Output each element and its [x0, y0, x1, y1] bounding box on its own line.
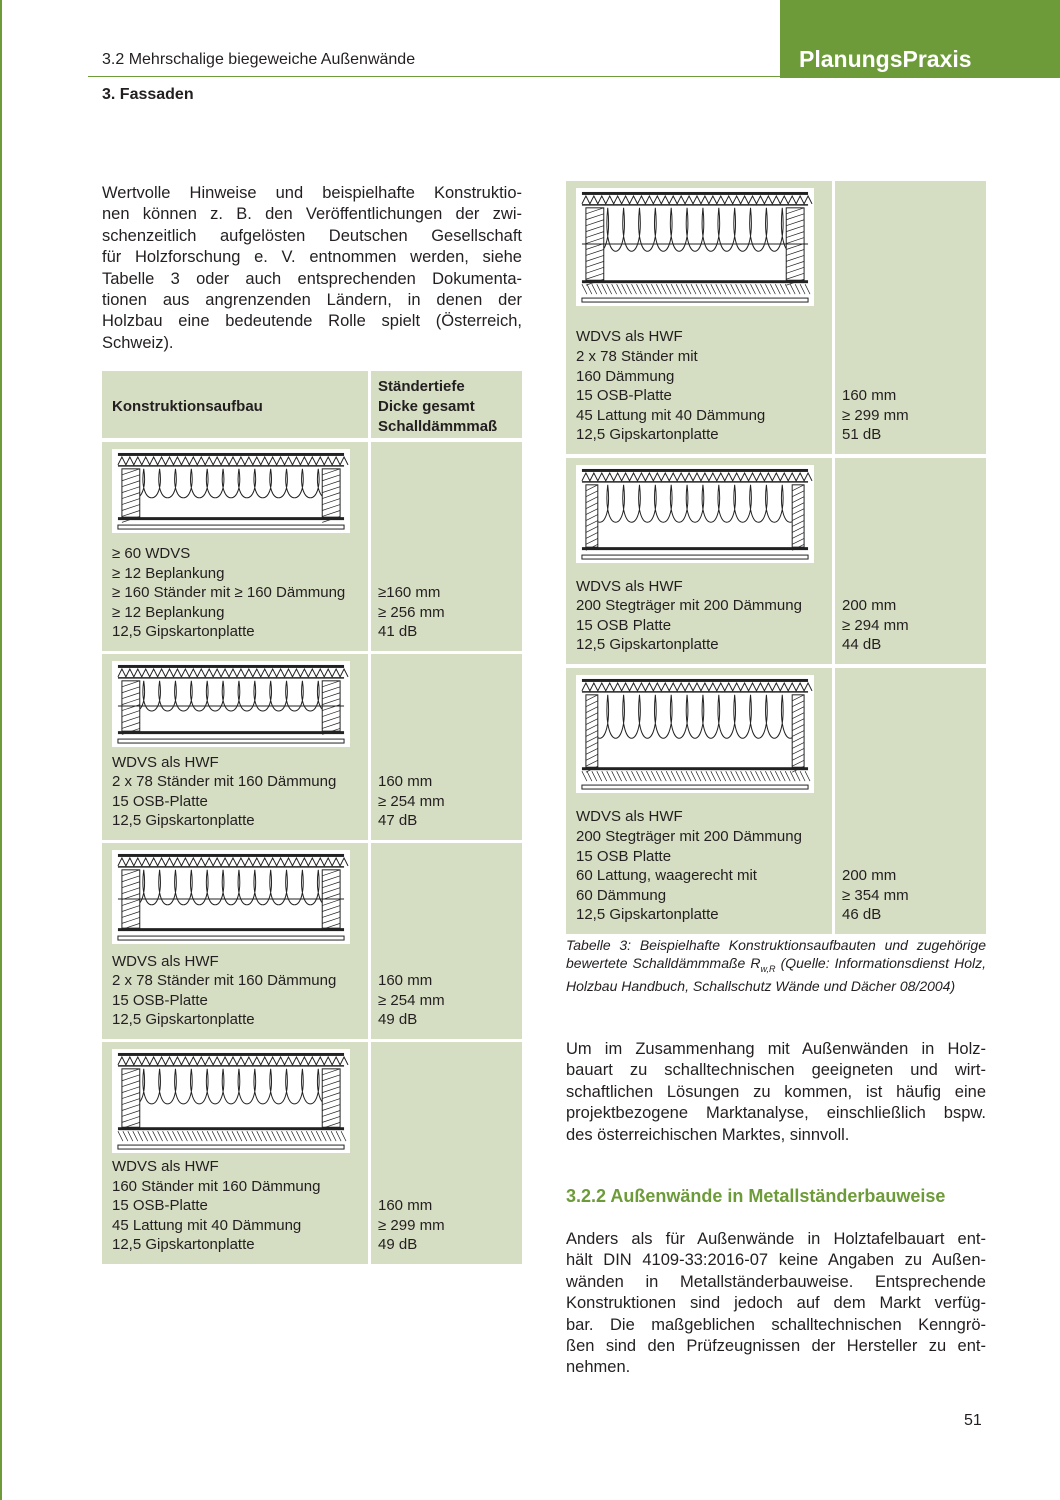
table-header-col1 [102, 371, 368, 438]
text-line: schenzeitlich aufgelösten Deutschen Gesellschaft [102, 226, 522, 245]
table-cell-construction [566, 181, 832, 454]
text-line: Um im Zusammenhang mit Außenwänden in Holz- [566, 1040, 986, 1058]
brand-label: PlanungsPraxis [799, 46, 972, 72]
construction-text: WDVS als HWF 2 x 78 Ständer mit 160 Dämmung 15 OSB-Platte 12,5 Gipskartonplatte [112, 753, 337, 830]
construction-text: ≥ 60 WDVS ≥ 12 Beplankung ≥ 160 Ständer mit ≥ 160 Dämmung ≥ 12 Beplankung 12,5 Gipskartonplatte [112, 545, 346, 641]
wall-section-i-joist-battens-icon [576, 675, 814, 793]
text-line: Holzbau eine bedeutende Rolle spielt (Österreich, [102, 312, 522, 331]
wall-section-battens-icon [112, 1049, 350, 1153]
table-header-col2 [371, 371, 522, 438]
metal-stud-paragraph [566, 1229, 986, 1379]
col1-header: Konstruktionsaufbau [112, 398, 263, 415]
header-rule [88, 76, 780, 77]
values-text: 200 mm ≥ 354 mm 46 dB [842, 867, 909, 924]
text-line: Tabelle 3 oder auch entsprechenden Dokumenta- [102, 269, 522, 288]
intro-paragraph [102, 183, 522, 354]
text-line: des österreichischen Marktes, sinnvoll. [566, 1125, 850, 1144]
wall-section-double-stud-battens-icon [576, 188, 814, 306]
text-line: ßen sind den Prüfzeugnissen der Hersteller zu ent- [566, 1337, 986, 1356]
caption-text-2: (Quelle: Informationsdienst Holz, Holzbau Handbuch, Schallschutz Wände und Dächer 08/2004) [566, 954, 986, 994]
text-line: wänden in Metallständerbauweise. Entsprechende [566, 1272, 986, 1291]
values-text: 160 mm ≥ 254 mm 47 dB [378, 773, 445, 830]
values-text: ≥160 mm ≥ 256 mm 41 dB [378, 584, 445, 641]
chapter-title: 3. Fassaden [102, 86, 194, 103]
values-text: 160 mm ≥ 299 mm 49 dB [378, 1197, 445, 1254]
wall-section-double-stud-icon [112, 661, 350, 747]
market-paragraph [566, 1039, 986, 1146]
construction-text: WDVS als HWF 2 x 78 Ständer mit 160 Dämmung 15 OSB-Platte 12,5 Gipskartonplatte [112, 952, 337, 1029]
text-line: projektbezogene Marktanalyse, einschließlich bspw. [566, 1104, 986, 1123]
subsection-heading: 3.2.2 Außenwände in Metallständerbauweise [566, 1186, 946, 1206]
col2-header: Ständertiefe Dicke gesamt Schalldämmmaß [378, 378, 498, 435]
construction-text: WDVS als HWF 200 Stegträger mit 200 Dämmung 15 OSB Platte 60 Lattung, waagerecht mit 60 Dämmung 12,5 Gipskartonplatte [576, 808, 802, 924]
table-cell-construction [102, 654, 368, 840]
section-title: 3.2 Mehrschalige biegeweiche Außenwände [102, 51, 416, 68]
text-line: bauart zu schalltechnischen geeigneten und wirt- [566, 1061, 986, 1080]
values-text: 160 mm ≥ 254 mm 49 dB [378, 972, 445, 1029]
brand-tab [780, 0, 1060, 78]
table-cell-values [371, 442, 522, 651]
text-line: tionen aus angrenzenden Ländern, in denen der [102, 291, 522, 310]
wall-section-i-joist-icon [576, 465, 814, 563]
text-line: Wertvolle Hinweise und beispielhafte Konstruktio- [102, 184, 522, 202]
construction-text: WDVS als HWF 160 Ständer mit 160 Dämmung 15 OSB-Platte 45 Lattung mit 40 Dämmung 12,5 Gipskartonplatte [112, 1158, 321, 1254]
text-line: Konstruktionen sind jedoch auf dem Markt verfüg- [566, 1294, 986, 1313]
page-number: 51 [964, 1412, 982, 1429]
text-line: schaftlichen Lösungen zu kommen, ist häufig eine [566, 1082, 986, 1101]
wall-section-stud-icon [112, 449, 350, 533]
values-text: 160 mm ≥ 299 mm 51 dB [842, 387, 909, 444]
text-line: nen können z. B. den Veröffentlichungen der zwi- [102, 205, 522, 224]
table-cell-construction [102, 1042, 368, 1264]
table-cell-values [371, 654, 522, 840]
text-line: bar. Die maßgeblichen schalltechnischen Kenngrö- [566, 1315, 986, 1334]
construction-text: WDVS als HWF 200 Stegträger mit 200 Dämmung 15 OSB Platte 12,5 Gipskartonplatte [576, 577, 802, 654]
table-cell-construction [566, 458, 832, 664]
table-caption [566, 937, 986, 996]
text-line: Anders als für Außenwände in Holztafelbauart ent- [566, 1230, 986, 1248]
caption-sub: w,R [760, 963, 776, 974]
text-line: für Holzforschung e. V. entnommen werden, siehe [102, 248, 522, 267]
construction-text: WDVS als HWF 2 x 78 Ständer mit 160 Dämmung 15 OSB-Platte 45 Lattung mit 40 Dämmung 12,5 Gipskartonplatte [576, 328, 766, 444]
page-edge-rule [0, 0, 2, 1500]
text-line: Schweiz). [102, 333, 174, 352]
table-cell-values [371, 1042, 522, 1264]
caption-text-1: Tabelle 3: Beispielhafte Konstruktionsaufbauten und zugehörige bewertete Schalldämmmaße R [566, 937, 986, 971]
table-cell-construction [102, 843, 368, 1039]
table-cell-values [835, 668, 986, 934]
table-cell-values [371, 843, 522, 1039]
wall-section-double-stud-icon [112, 850, 350, 944]
table-cell-values [835, 458, 986, 664]
text-line: hält DIN 4109-33:2016-07 keine Angaben zu Außen- [566, 1251, 986, 1270]
values-text: 200 mm ≥ 294 mm 44 dB [842, 597, 909, 654]
table-cell-values [835, 181, 986, 454]
text-line: nehmen. [566, 1358, 631, 1377]
table-cell-construction [566, 668, 832, 934]
table-cell-construction [102, 442, 368, 651]
